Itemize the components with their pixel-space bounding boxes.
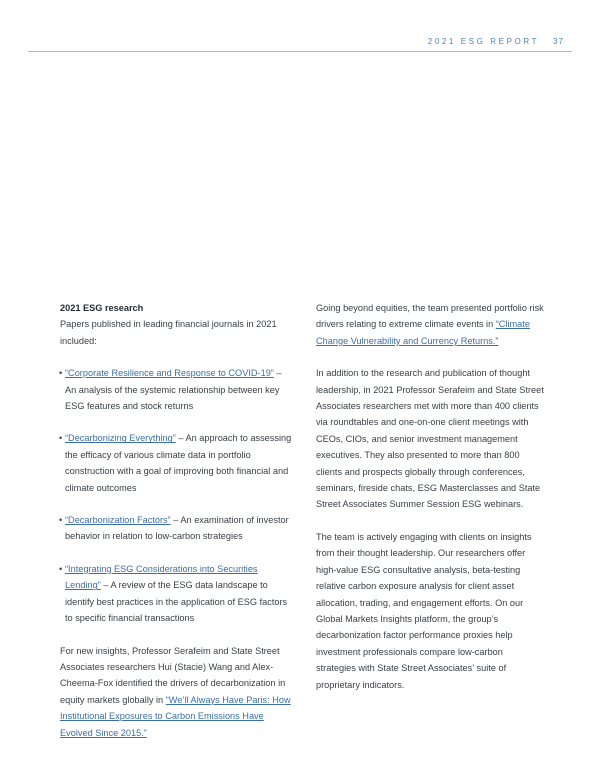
paragraph-engagement: The team is actively engaging with clients on insights from their thought leadership. Our researchers offer high-value ESG consultative analysis, beta-testing relative carbon exposure analysis for client asset allocation, trading, and engagement efforts. On our Global Markets Insights platform, the group’s decarbonization factor performance proxies help investment professionals compare low-carbon strategies with State Street Associates’ suite of proprietary indicators. bbox=[316, 531, 532, 690]
report-header bbox=[428, 37, 564, 46]
bullet-item: • “Integrating ESG Considerations into Securities Lending” – A review of the ESG data landscape to identify best practices in the application of ESG factors to specific financial transactions bbox=[59, 563, 288, 624]
intro-paragraph: Papers published in leading financial journals in 2021 included: bbox=[60, 319, 277, 346]
paper-link-currency[interactable]: “Climate Change Vulnerability and Currency Returns.” bbox=[316, 319, 530, 346]
bullet-item: • “Decarbonization Factors” – An examination of investor behavior in relation to low-carbon strategies bbox=[59, 515, 289, 542]
right-column bbox=[316, 300, 544, 693]
header-divider bbox=[28, 51, 572, 52]
paper-link-paris[interactable]: “We’ll Always Have Paris: How Institutional Exposures to Carbon Emissions Have Evolved Since 2015.” bbox=[60, 694, 291, 738]
paper-link-factors[interactable]: “Decarbonization Factors” bbox=[65, 515, 171, 526]
report-title: 2021 ESG REPORT bbox=[427, 37, 540, 46]
paragraph-beyond-equities: Going beyond equities, the team presented portfolio risk drivers relating to extreme climate events in “Climate Change Vulnerability and Currency Returns.” bbox=[316, 303, 544, 346]
left-column bbox=[60, 300, 292, 741]
bullet-item: • “Decarbonizing Everything” – An approach to assessing the efficacy of various climate data in portfolio construction with a goal of improving both financial and climate outcomes bbox=[59, 433, 292, 493]
bullet-item: • “Corporate Resilience and Response to COVID-19” – An analysis of the systemic relationship between key ESG features and stock returns bbox=[59, 368, 282, 412]
closing-paragraph: For new insights, Professor Serafeim and State Street Associates researchers Hui (Stacie) Wang and Alex-Cheema-Fox identified the drivers of decarbonization in equity markets globally in “We’ll Always Have Paris: How Institutional Exposures to Carbon Emissions Have Evolved Since 2015.” bbox=[60, 645, 291, 738]
paper-link-covid[interactable]: “Corporate Resilience and Response to COVID-19” bbox=[65, 368, 274, 379]
paper-link-lending[interactable]: “Integrating ESG Considerations into Securities Lending” bbox=[65, 563, 258, 591]
page-number: 37 bbox=[553, 37, 564, 46]
paper-link-decarbonizing[interactable]: “Decarbonizing Everything” bbox=[65, 433, 176, 444]
section-heading: 2021 ESG research bbox=[60, 303, 144, 313]
paragraph-thought-leadership: In addition to the research and publication of thought leadership, in 2021 Professor Serafeim and State Street Associates researchers met with more than 400 clients via roundtables and one-on-one client meetings with CEOs, CIOs, and senior investment management executives. They also presented to more than 800 clients and prospects globally through conferences, seminars, fireside chats, ESG Masterclasses and State Street Associates Summer Session ESG webinars. bbox=[316, 368, 544, 510]
